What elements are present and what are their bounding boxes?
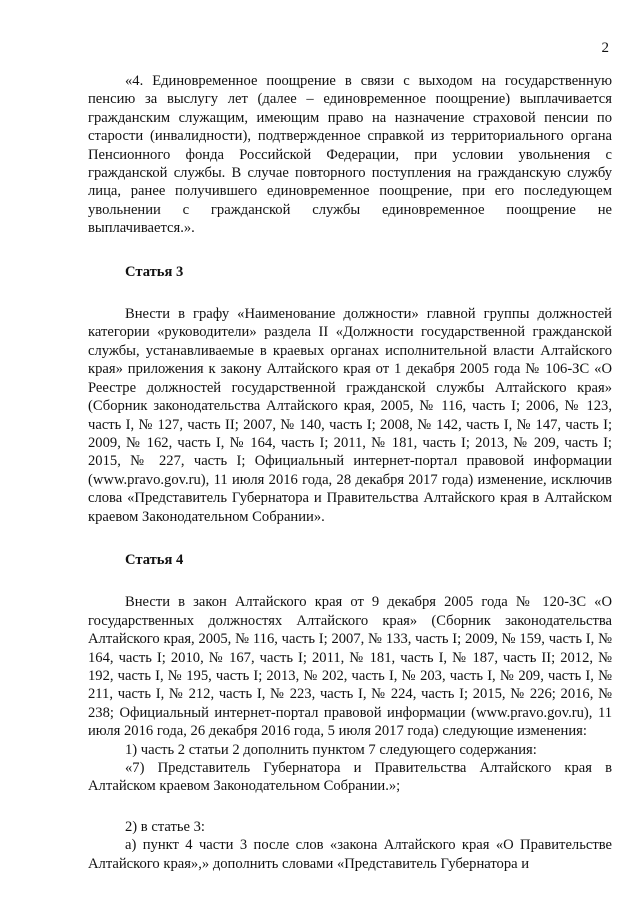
article-3-title: Статья 3 bbox=[125, 263, 184, 280]
paragraph-item-1: 1) часть 2 статьи 2 дополнить пунктом 7 следующего содержания: bbox=[125, 741, 537, 758]
paragraph-retirement-bonus: «4. Единовременное поощрение в связи с выходом на государственную пенсию за выслугу лет (далее – единовременное поощрение) выплачивается гражданским служащим, имеющим право на назначение страховой пенсии по старости (инвалидности), подтвержденное справкой из территориального органа Пенсионного фонда Российской Федерации, при условии увольнения с гражданской службы. В случае повторного поступления на гражданскую службу лица, ранее получившего единовременное поощрение, при его последующем увольнении с гражданской службы единовременное поощрение не выплачивается.». bbox=[88, 73, 612, 237]
document-body bbox=[88, 72, 612, 873]
article-4-title: Статья 4 bbox=[125, 551, 184, 568]
paragraph-article-3: Внести в графу «Наименование должности» главной группы должностей категории «руководители» раздела II «Должности государственной гражданской службы, устанавливаемые в краевых органах исполнительной власти Алтайского края» приложения к закону Алтайского края от 1 декабря 2005 года № 106-ЗС «О Реестре должностей государственной гражданской службы Алтайского края» (Сборник законодательства Алтайского края, 2005, № 116, часть I; 2006, № 123, часть I, № 127, часть II; 2007, № 140, часть I; 2008, № 142, часть I, № 147, часть I; 2009, № 162, часть I, № 164, часть I; 2011, № 181, часть I; 2013, № 209, часть I; 2015, № 227, часть I; Официальный интернет-портал правовой информации (www.pravo.gov.ru), 11 июля 2016 года, 28 декабря 2017 года) изменение, исключив слова «Представитель Губернатора и Правительства Алтайского края в Алтайском краевом Законодательном Собрании». bbox=[88, 306, 612, 525]
paragraph-item-7-quote: «7) Представитель Губернатора и Правительства Алтайского края в Алтайском краевом Законодательном Собрании.»; bbox=[88, 760, 612, 795]
paragraph-article-4-intro: Внести в закон Алтайского края от 9 декабря 2005 года № 120-ЗС «О государственных должностях Алтайского края» (Сборник законодательства Алтайского края, 2005, № 116, часть I; 2007, № 133, часть I; 2009, № 159, часть I, № 164, часть I; 2010, № 167, часть I; 2011, № 181, часть I, № 187, часть II; 2012, № 192, часть I, № 195, часть I; 2013, № 202, часть I, № 203, часть I, № 209, часть I, № 211, часть I, № 212, часть I, № 223, часть I, № 224, часть I; 2015, № 226; 2016, № 238; Официальный интернет-портал правовой информации (www.pravo.gov.ru), 11 июля 2016 года, 26 декабря 2016 года, 5 июля 2017 года) следующие изменения: bbox=[88, 594, 612, 740]
paragraph-item-2: 2) в статье 3: bbox=[125, 818, 205, 835]
paragraph-spacer bbox=[88, 796, 612, 818]
paragraph-subitem-a: а) пункт 4 части 3 после слов «закона Алтайского края «О Правительстве Алтайского края»,» дополнить словами «Представитель Губернатора и bbox=[88, 837, 612, 872]
page-number: 2 bbox=[601, 40, 609, 56]
